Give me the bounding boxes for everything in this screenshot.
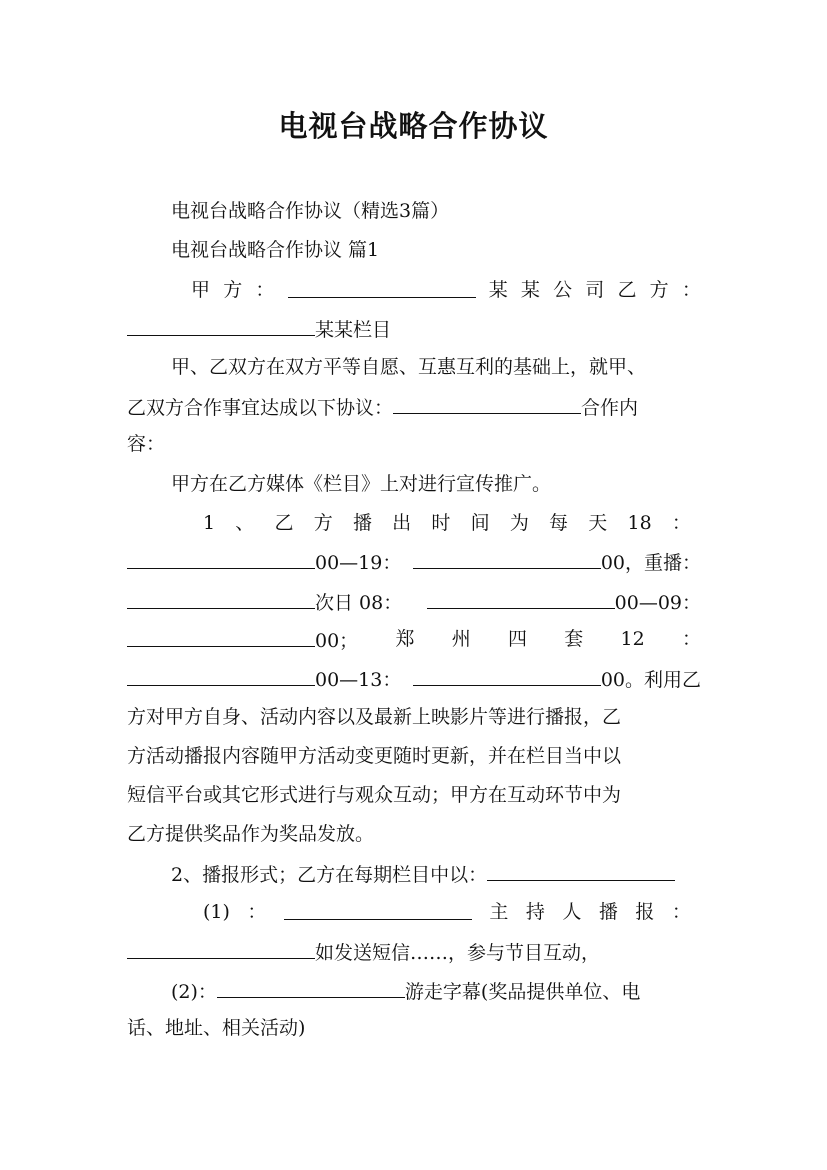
blank-field	[127, 586, 315, 609]
item1-char: 、	[235, 512, 255, 534]
item1-char: ：	[671, 512, 691, 534]
item1-char: 每	[549, 512, 569, 534]
blank-field	[413, 663, 601, 686]
item1-char: 间	[470, 512, 490, 534]
party-a-char: ：	[255, 279, 275, 301]
item1-char: 18	[627, 512, 652, 534]
blank-field	[393, 391, 581, 414]
item1-text: 00，重播：	[600, 552, 701, 574]
party-char: 乙	[617, 279, 637, 301]
item1-char: 乙	[274, 512, 294, 534]
party-char: 方	[649, 279, 669, 301]
blank-field	[127, 663, 315, 686]
para1-line-2	[127, 391, 701, 421]
item1-text: 00。利用乙	[600, 669, 701, 691]
sub1-char: ：	[247, 901, 267, 923]
para2-line: 甲方在乙方媒体《栏目》上对进行宣传推广。	[171, 473, 552, 495]
sub1-char: 持	[525, 901, 545, 923]
item1-text: 次日 08：	[315, 592, 403, 614]
party-a-char: 甲	[191, 279, 211, 301]
item1-char: 套	[564, 628, 584, 650]
intro-line-1: 电视台战略合作协议（精选3篇）	[171, 200, 450, 222]
item1-text: 00；	[315, 630, 359, 652]
item1-char: 为	[509, 512, 529, 534]
blank-field	[427, 586, 615, 609]
sub2-line-2: 话、地址、相关活动)	[127, 1017, 306, 1039]
item1-text: 00—09：	[614, 592, 701, 614]
sub2-text: 游走字幕(奖品提供单位、电	[404, 981, 641, 1003]
item1-char: 1	[203, 512, 216, 534]
para1-line-3: 容：	[127, 433, 166, 455]
document-title: 电视台战略合作协议	[278, 109, 549, 143]
item1-line-3	[127, 586, 701, 616]
sub1-char: 主	[489, 901, 509, 923]
sub1-line-2	[127, 936, 701, 966]
item1-char: 四	[507, 628, 527, 650]
sub1-head	[203, 897, 691, 927]
item1-line-7: 方活动播报内容随甲方活动变更随时更新，并在栏目当中以	[127, 745, 622, 767]
item1-text: 00—19：	[315, 552, 402, 574]
item1-char: ：	[681, 628, 701, 650]
sub2-line-1	[171, 975, 701, 1005]
party-a-char: 方	[223, 279, 243, 301]
blank-field	[288, 275, 476, 298]
sub1-char: 报	[635, 901, 655, 923]
para1-text: 乙双方合作事宜达成以下协议：	[127, 397, 394, 419]
item1-char: 播	[352, 512, 372, 534]
blank-field	[413, 546, 601, 569]
sub1-char: 播	[598, 901, 618, 923]
item1-line-6: 方对甲方自身、活动内容以及最新上映影片等进行播报，乙	[127, 706, 622, 728]
blank-field	[127, 313, 315, 336]
item1-char: 天	[588, 512, 608, 534]
item1-text: 00—13：	[315, 669, 402, 691]
party-char: ：	[681, 279, 701, 301]
sub1-char: ：	[671, 901, 691, 923]
item1-line-4	[127, 624, 701, 654]
blank-field	[127, 624, 315, 647]
item1-line-5	[127, 663, 701, 693]
item1-char: 12	[620, 628, 645, 650]
party-char: 司	[585, 279, 605, 301]
sub2-text: (2)：	[171, 981, 217, 1003]
party-char: 某	[488, 279, 508, 301]
party-b-line	[127, 313, 701, 343]
party-char: 某	[520, 279, 540, 301]
blank-field	[127, 546, 315, 569]
item1-line-2	[127, 546, 701, 576]
blank-field	[487, 858, 675, 881]
blank-field	[284, 897, 472, 920]
para1-text: 合作内	[581, 397, 639, 419]
item1-char: 时	[431, 512, 451, 534]
item1-head	[203, 508, 691, 538]
party-char: 公	[553, 279, 573, 301]
party-line	[191, 275, 701, 305]
item2-text: 2、播报形式；乙方在每期栏目中以：	[171, 864, 488, 886]
item1-char: 出	[392, 512, 412, 534]
party-b-name: 某某栏目	[315, 319, 392, 341]
item1-line-8: 短信平台或其它形式进行与观众互动；甲方在互动环节中为	[127, 784, 622, 806]
sub1-char: 人	[562, 901, 582, 923]
item1-char: 郑	[395, 628, 415, 650]
sub1-char: (1)	[203, 901, 230, 923]
blank-field	[217, 975, 405, 998]
blank-field	[127, 936, 315, 959]
intro-line-2: 电视台战略合作协议 篇1	[171, 239, 380, 261]
para1-line-1: 甲、乙双方在双方平等自愿、互惠互利的基础上，就甲、	[171, 356, 647, 378]
sub1-text: 如发送短信……，参与节目互动，	[315, 942, 601, 964]
item1-char: 方	[313, 512, 333, 534]
item2-line	[171, 858, 701, 888]
item1-line-9: 乙方提供奖品作为奖品发放。	[127, 823, 375, 845]
item1-char: 州	[451, 628, 471, 650]
